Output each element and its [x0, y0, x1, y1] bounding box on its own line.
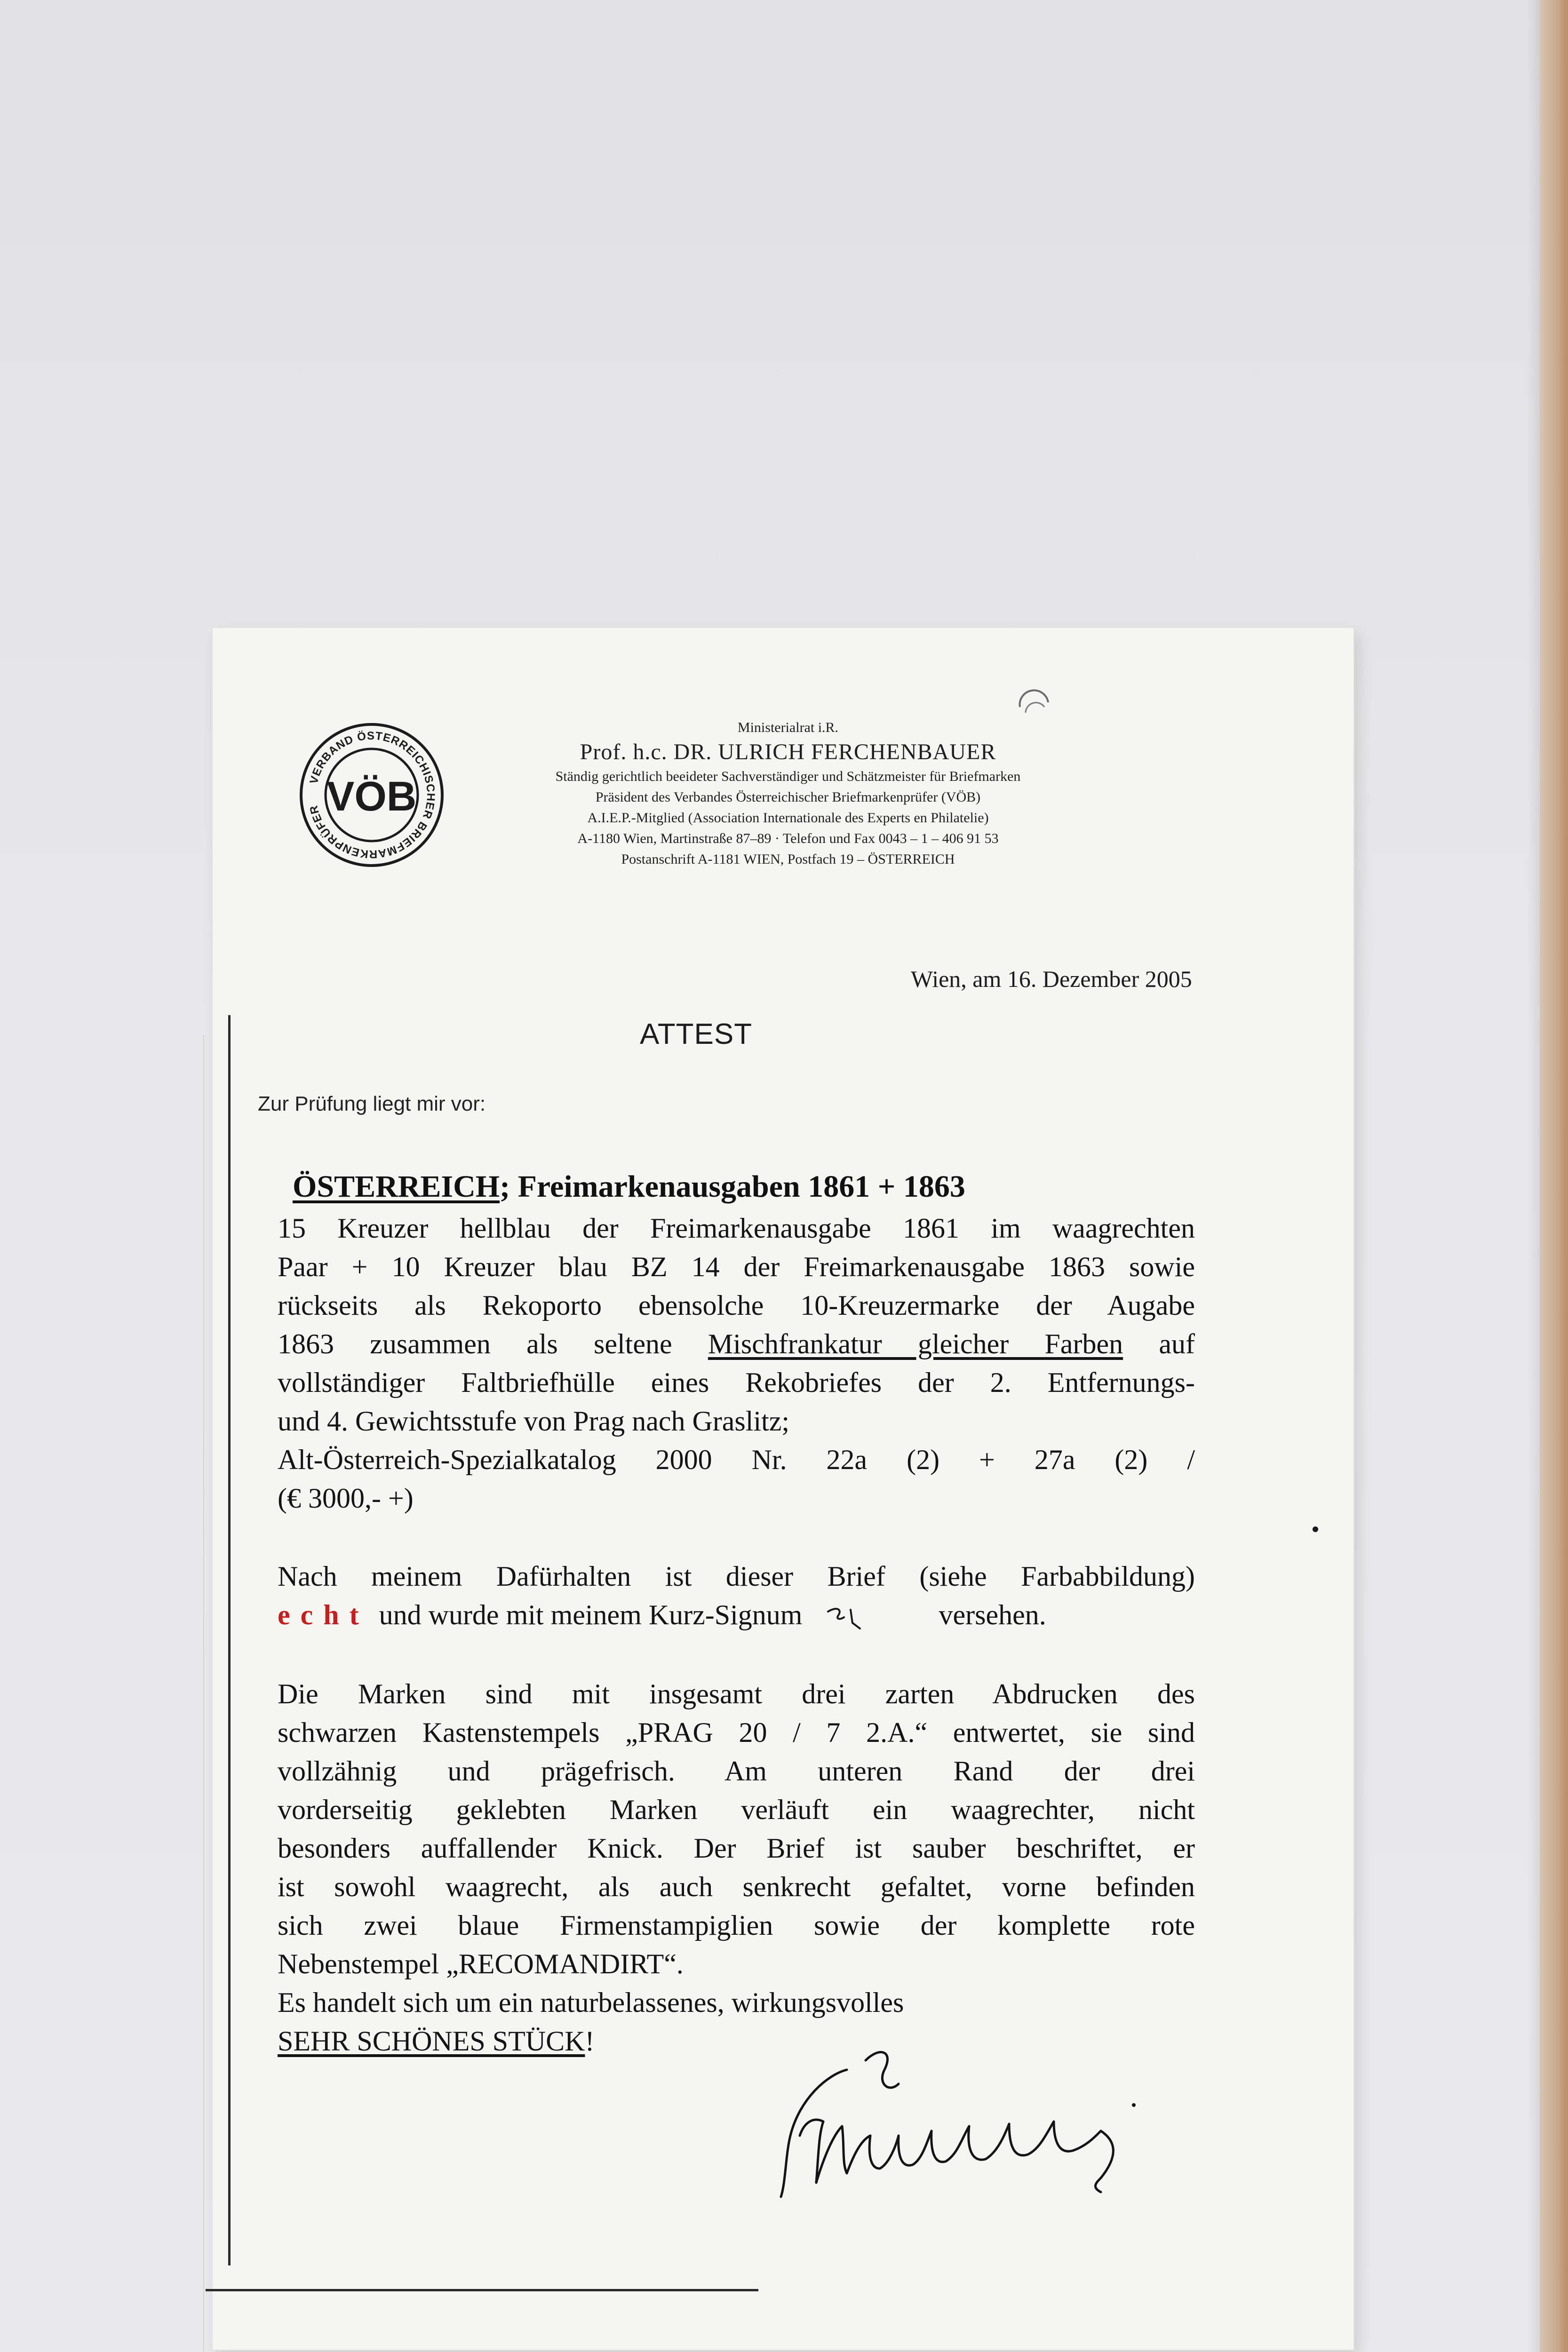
description-line-5: vollständiger Faltbriefhülle eines Rekobriefes der 2. Entfernungs- [278, 1367, 1195, 1398]
letterhead-rank: Ministerialrat i.R. [737, 720, 839, 735]
album-edge [1540, 0, 1568, 2352]
description-line-7: Alt-Österreich-Spezialkatalog 2000 Nr. 22a (2) + 27a (2) / [278, 1444, 1195, 1475]
short-signum-icon [809, 1601, 894, 1634]
description-line-4b: auf [1159, 1328, 1195, 1359]
details-line-4: vorderseitig geklebten Marken verläuft ein waagrechter, nicht [278, 1794, 1195, 1825]
page-title: ATTEST [640, 1018, 753, 1050]
voeb-seal-icon [296, 720, 447, 870]
opinion-line-2 [278, 1596, 1195, 1634]
mischfrankatur-phrase: Mischfrankatur gleicher Farben [708, 1328, 1123, 1359]
opinion-line-1: Nach meinem Dafürhalten ist dieser Brief (siehe Farbabbildung) [278, 1561, 1195, 1592]
mount-line-vertical [228, 1015, 231, 2265]
echt-mark: echt [278, 1599, 369, 1630]
stray-ink-dot [1313, 1526, 1318, 1532]
details-line-3: vollzähnig und prägefrisch. Am unteren Rand der drei [278, 1756, 1195, 1787]
intro-label: Zur Prüfung liegt mir vor: [258, 1092, 486, 1115]
details-line-2: schwarzen Kastenstempels „PRAG 20 / 7 2.A.“ entwertet, sie sind [278, 1717, 1195, 1748]
letterhead [447, 717, 1129, 870]
seal-center-text: VÖB [326, 773, 417, 819]
description-line-8: (€ 3000,- +) [278, 1483, 414, 1514]
heading-country: ÖSTERREICH [293, 1169, 500, 1204]
details-line-8: Nebenstempel „RECOMANDIRT“. [278, 1948, 684, 1979]
sehr-schoenes-stueck: SEHR SCHÖNES STÜCK [278, 2026, 585, 2057]
description-line-4a: 1863 zusammen als seltene [278, 1328, 672, 1359]
letterhead-credential-3: A.I.E.P.-Mitglied (Association Internationale des Experts en Philatelie) [587, 810, 989, 826]
album-shadow [1528, 0, 1540, 2352]
letterhead-postal: Postanschrift A-1181 WIEN, Postfach 19 – ÖSTERREICH [621, 851, 955, 867]
details-line-5: besonders auffallender Knick. Der Brief ist sauber beschriftet, er [278, 1833, 1195, 1864]
details-line-1: Die Marken sind mit insgesamt drei zarten Abdrucken des [278, 1678, 1195, 1709]
heading-rest: ; Freimarkenausgaben 1861 + 1863 [500, 1169, 965, 1204]
seal-ring-text: VERBAND ÖSTERREICHISCHER BRIEFMARKENPRÜFER [307, 729, 438, 861]
details-line-9: Es handelt sich um ein naturbelassenes, wirkungsvolles [278, 1987, 904, 2018]
details-line-6: ist sowohl waagrecht, als auch senkrecht gefaltet, vorne befinden [278, 1871, 1195, 1902]
opinion-paragraph [278, 1557, 1195, 1634]
dateline: Wien, am 16. Dezember 2005 [911, 966, 1192, 992]
subject-heading [293, 1169, 1092, 1205]
opinion-line-2b: versehen. [939, 1599, 1046, 1630]
description-line-1: 15 Kreuzer hellblau der Freimarkenausgabe 1861 im waagrechten [278, 1213, 1195, 1244]
details-line-7: sich zwei blaue Firmenstampiglien sowie der komplette rote [278, 1910, 1195, 1941]
description-paragraph [278, 1209, 1195, 1518]
description-line-6: und 4. Gewichtsstufe von Prag nach Graslitz; [278, 1406, 790, 1437]
letterhead-credential-2: Präsident des Verbandes Österreichischer Briefmarkenprüfer (VÖB) [595, 789, 981, 805]
letterhead-address: A-1180 Wien, Martinstraße 87–89 · Telefon und Fax 0043 – 1 – 406 91 53 [577, 831, 999, 846]
mount-line-horizontal [206, 2289, 758, 2291]
letterhead-name: Prof. h.c. DR. ULRICH FERCHENBAUER [580, 739, 996, 764]
description-line-2: Paar + 10 Kreuzer blau BZ 14 der Freimarkenausgabe 1863 sowie [278, 1251, 1195, 1282]
description-line-3: rückseits als Rekoporto ebensolche 10-Kreuzermarke der Augabe [278, 1290, 1195, 1321]
description-line-4 [278, 1325, 1195, 1363]
details-line-10-end: ! [585, 2026, 595, 2057]
opinion-line-2a: und wurde mit meinem Kurz-Signum [379, 1599, 803, 1630]
details-paragraph [278, 1675, 1195, 2060]
letterhead-credential-1: Ständig gerichtlich beeideter Sachverständiger und Schätzmeister für Briefmarken [555, 769, 1021, 784]
handwritten-signature [772, 2042, 1148, 2220]
